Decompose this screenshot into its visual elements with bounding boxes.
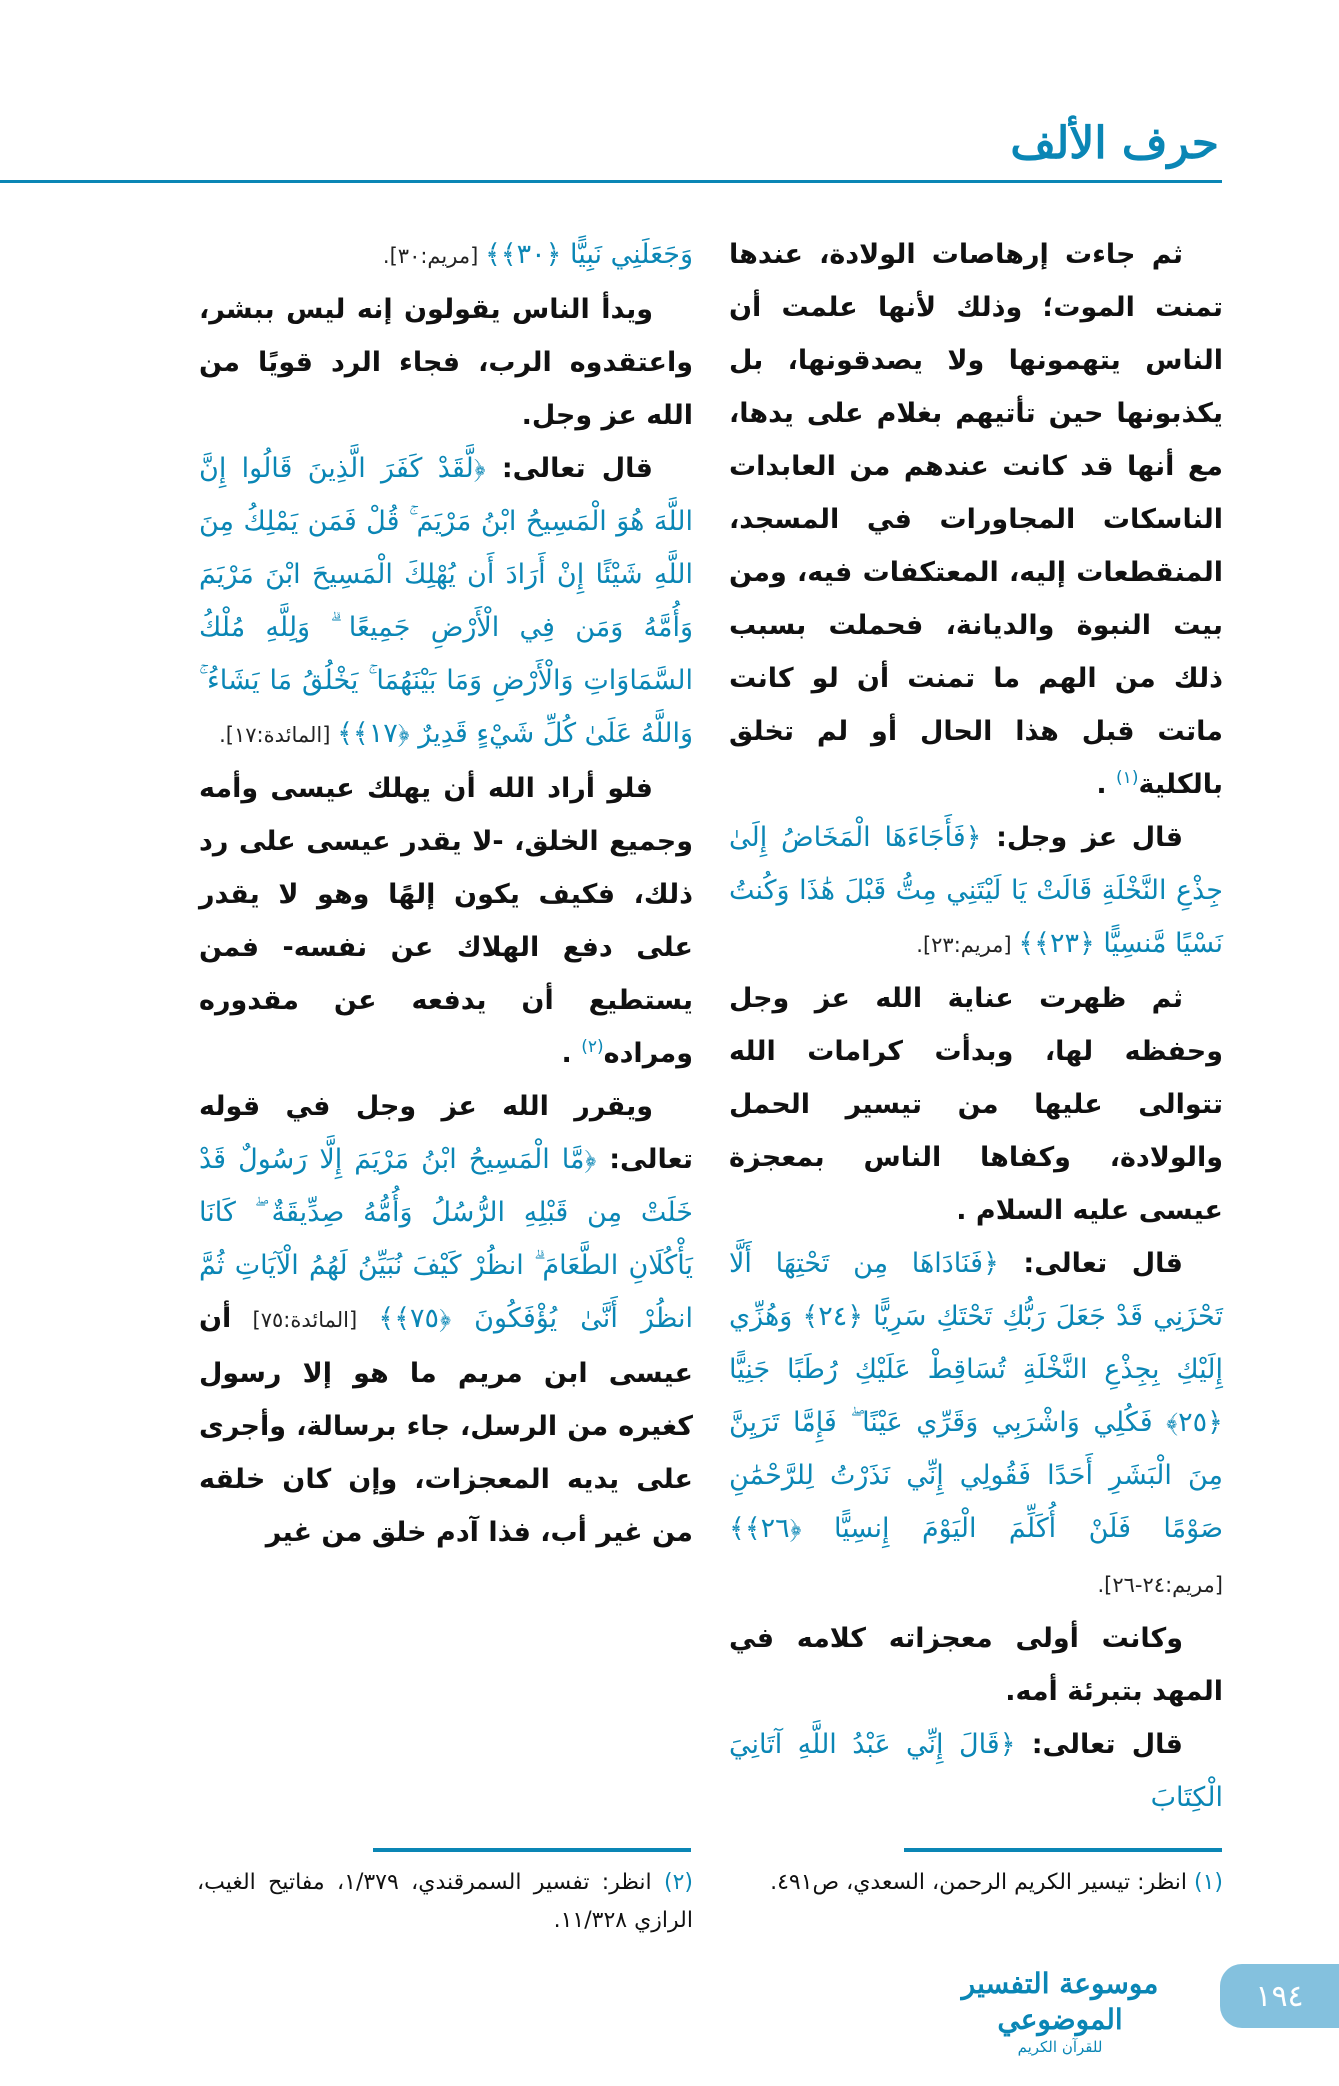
verse-reference: [مريم:٢٣]. bbox=[916, 933, 1019, 957]
quran-verse: ﴿مَّا الْمَسِيحُ ابْنُ مَرْيَمَ إِلَّا رَسُولٌ قَدْ خَلَتْ مِن قَبْلِهِ الرُّسُلُ وَأُمُّهُ صِدِّيقَةٌ ۖ كَانَا يَأْكُلَانِ الطَّعَامَ ۗ انظُرْ كَيْفَ نُبَيِّنُ لَهُمُ الْآيَاتِ ثُمَّ انظُرْ أَنَّىٰ يُؤْفَكُونَ ﴿٧٥﴾﴾ bbox=[199, 1144, 693, 1334]
logo-title: موسوعة التفسير الموضوعي bbox=[961, 1967, 1159, 2036]
quran-verse: ﴿لَّقَدْ كَفَرَ الَّذِينَ قَالُوا إِنَّ اللَّهَ هُوَ الْمَسِيحُ ابْنُ مَرْيَمَ ۚ قُلْ فَمَن يَمْلِكُ مِنَ اللَّهِ شَيْئًا إِنْ أَرَادَ أَن يُهْلِكَ الْمَسِيحَ ابْنَ مَرْيَمَ وَأُمَّهُ وَمَن فِي الْأَرْضِ جَمِيعًا ۗ وَلِلَّهِ مُلْكُ السَّمَاوَاتِ وَالْأَرْضِ وَمَا بَيْنَهُمَا ۚ يَخْلُقُ مَا يَشَاءُ ۚ وَاللَّهُ عَلَىٰ كُلِّ شَيْءٍ قَدِيرٌ ﴿١٧﴾﴾ bbox=[199, 453, 693, 749]
footnote-marker[interactable]: (٢) bbox=[581, 1037, 604, 1057]
body-text: ويقرر الله عز وجل في قوله تعالى: bbox=[199, 1091, 693, 1175]
paragraph bbox=[729, 972, 1223, 1237]
body-text: . bbox=[1096, 769, 1117, 800]
quran-verse: ﴿فَأَجَاءَهَا الْمَخَاضُ إِلَىٰ جِذْعِ النَّخْلَةِ قَالَتْ يَا لَيْتَنِي مِتُّ قَبْلَ هَٰذَا وَكُنتُ نَسْيًا مَّنسِيًّا ﴿٢٣﴾﴾ bbox=[729, 822, 1223, 959]
footnote-2 bbox=[197, 1864, 693, 1940]
body-text: قال تعالى: bbox=[998, 1248, 1183, 1279]
page-number-badge bbox=[1220, 1964, 1339, 2028]
body-text: . bbox=[561, 1038, 582, 1069]
paragraph bbox=[199, 442, 693, 762]
body-text: وكانت أولى معجزاته كلامه في المهد بتبرئة أمه. bbox=[729, 1623, 1223, 1707]
page-number: ١٩٤ bbox=[1255, 1978, 1304, 2014]
body-text: ثم جاءت إرهاصات الولادة، عندها تمنت الموت؛ وذلك لأنها علمت أن الناس يتهمونها ولا يصدقونها، بل يكذبونها حين تأتيهم بغلام على يدها، مع أنها قد كانت عندهم من العابدات الناسكات المجاورات في المسجد، المنقطعات إليه، المعتكفات فيه، ومن بيت النبوة والديانة، فحملت بسبب ذلك من الهم ما تمنت أن لو كانت ماتت قبل هذا الحال أو لم تخلق بالكلية bbox=[729, 239, 1223, 800]
footnote-2-text: انظر: تفسير السمرقندي، ١/٣٧٩، مفاتيح الغيب، الرازي ١١/٣٢٨. bbox=[197, 1870, 693, 1933]
footnote-rule-left bbox=[373, 1848, 691, 1852]
paragraph bbox=[199, 762, 693, 1080]
verse-reference: [المائدة:١٧]. bbox=[219, 723, 338, 747]
body-text: قال عز وجل: bbox=[981, 822, 1183, 853]
verse-reference: [مريم:٢٤-٢٦]. bbox=[1097, 1573, 1223, 1597]
header-title: حرف الألف bbox=[1010, 118, 1219, 169]
quran-verse: وَجَعَلَنِي نَبِيًّا ﴿٣٠﴾﴾ bbox=[484, 239, 693, 270]
paragraph bbox=[729, 228, 1223, 811]
footnote-1-text: انظر: تيسير الكريم الرحمن، السعدي، ص٤٩١. bbox=[770, 1870, 1194, 1895]
body-text: ثم ظهرت عناية الله عز وجل وحفظه لها، وبدأت كرامات الله تتوالى عليها من تيسير الحمل والولادة، وكفاها الناس بمعجزة عيسى عليه السلام . bbox=[729, 983, 1223, 1226]
verse-reference: [المائدة:٧٥] bbox=[231, 1308, 379, 1332]
paragraph bbox=[199, 283, 693, 442]
footnote-1 bbox=[723, 1864, 1223, 1902]
body-text: قال تعالى: bbox=[485, 453, 653, 484]
paragraph bbox=[729, 1718, 1223, 1824]
footnote-2-number: (٢) bbox=[663, 1870, 693, 1895]
body-text: أن عيسى ابن مريم ما هو إلا رسول كغيره من الرسل، جاء برسالة، وأجرى على يديه المعجزات، وإن كان خلقه من غير أب، فذا آدم خلق من غير bbox=[199, 1303, 693, 1548]
footnote-rule-right bbox=[904, 1848, 1222, 1852]
header-rule bbox=[0, 180, 1222, 183]
paragraph bbox=[729, 1237, 1223, 1612]
body-text: فلو أراد الله أن يهلك عيسى وأمه وجميع الخلق، -لا يقدر عيسى على رد ذلك، فكيف يكون إلهًا وهو لا يقدر على دفع الهلاك عن نفسه- فمن يستطيع أن يدفعه عن مقدوره ومراده bbox=[199, 773, 693, 1069]
encyclopedia-logo bbox=[935, 1966, 1185, 2056]
paragraph bbox=[199, 228, 693, 283]
footnote-marker[interactable]: (١) bbox=[1116, 768, 1139, 788]
logo-subtitle: للقرآن الكريم bbox=[1017, 2038, 1103, 2056]
paragraph bbox=[199, 1080, 693, 1559]
body-text: ويدأ الناس يقولون إنه ليس ببشر، واعتقدوه الرب، فجاء الرد قويًا من الله عز وجل. bbox=[199, 294, 693, 431]
column-right bbox=[729, 228, 1223, 1824]
body-text: قال تعالى: bbox=[1015, 1729, 1183, 1760]
quran-verse: ﴿فَنَادَاهَا مِن تَحْتِهَا أَلَّا تَحْزَنِي قَدْ جَعَلَ رَبُّكِ تَحْتَكِ سَرِيًّا ﴿٢٤﴾ وَهُزِّي إِلَيْكِ بِجِذْعِ النَّخْلَةِ تُسَاقِطْ عَلَيْكِ رُطَبًا جَنِيًّا ﴿٢٥﴾ فَكُلِي وَاشْرَبِي وَقَرِّي عَيْنًا ۖ فَإِمَّا تَرَيِنَّ مِنَ الْبَشَرِ أَحَدًا فَقُولِي إِنِّي نَذَرْتُ لِلرَّحْمَٰنِ صَوْمًا فَلَنْ أُكَلِّمَ الْيَوْمَ إِنسِيًّا ﴿٢٦﴾﴾ bbox=[729, 1248, 1223, 1544]
verse-reference: [مريم:٣٠]. bbox=[382, 244, 485, 268]
footnote-1-number: (١) bbox=[1193, 1870, 1223, 1895]
column-left bbox=[199, 228, 693, 1559]
quran-verse: ﴿قَالَ إِنِّي عَبْدُ اللَّهِ آتَانِيَ الْكِتَابَ bbox=[729, 1729, 1223, 1813]
paragraph bbox=[729, 811, 1223, 972]
paragraph bbox=[729, 1612, 1223, 1718]
